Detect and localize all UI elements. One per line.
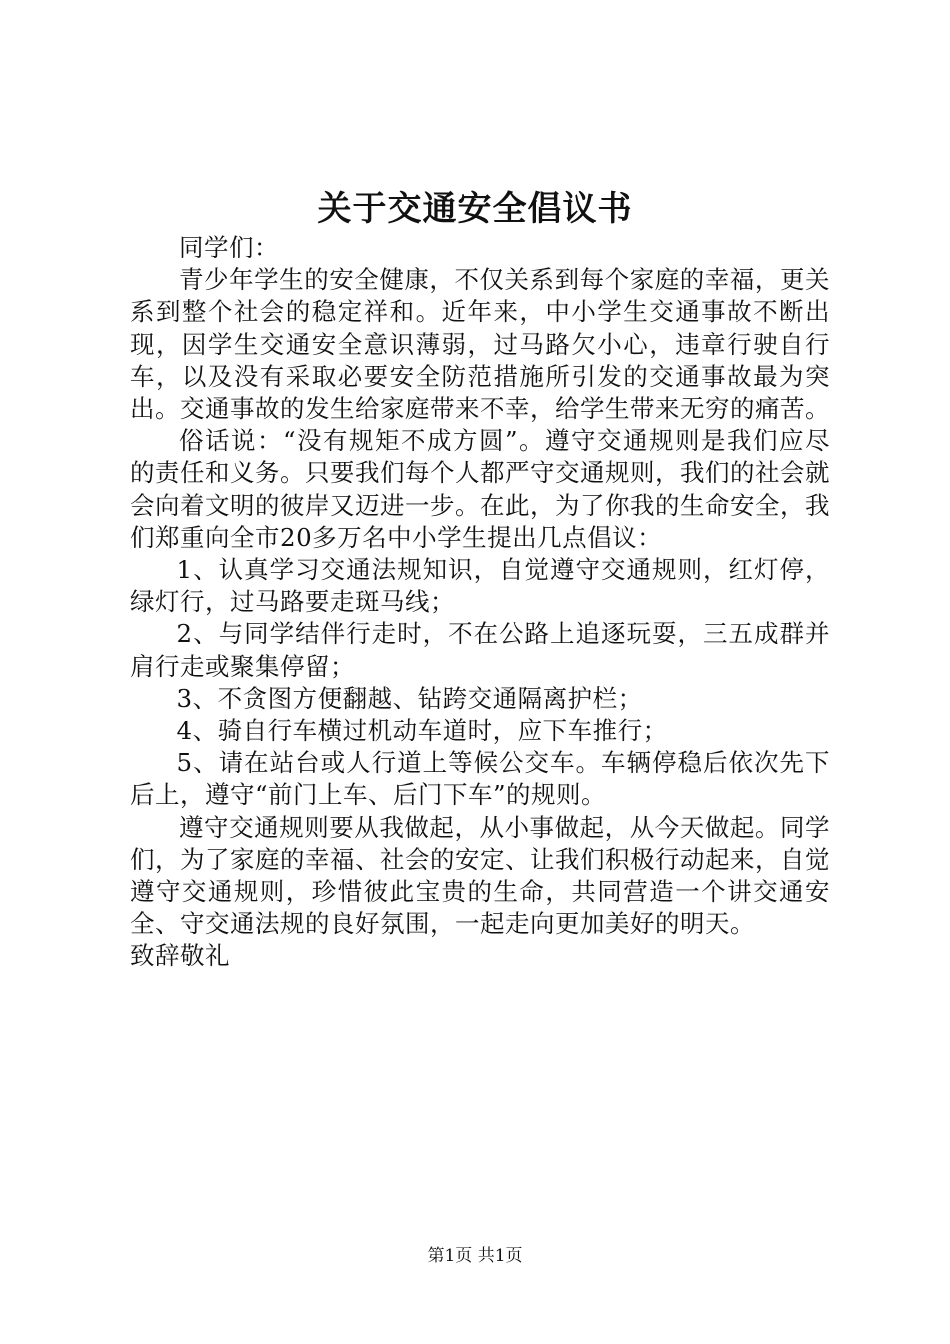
proposal-item-3: 3、不贪图方便翻越、钻跨交通隔离护栏； [176,683,643,713]
proposal-item-5: 5、请在站台或人行道上等候公交车。车辆停稳后依次先下后上，遵守“前门上车、后门下车”的规则。 [130,748,830,810]
document-body [130,232,830,973]
proposal-item-1: 1、认真学习交通法规知识，自觉遵守交通规则，红灯停，绿灯行，过马路要走斑马线； [130,555,830,617]
document-title: 关于交通安全倡议书 [317,189,633,229]
greeting: 同学们： [179,233,279,262]
paragraph-proverb: 俗话说：“没有规矩不成方圆”。遵守交通规则是我们应尽的责任和义务。只要我们每个人都严守交通规则，我们的社会就会向着文明的彼岸又迈进一步。在此，为了你我的生命安全，我们郑重向全市20多万名中小学生提出几点倡议： [130,426,830,552]
page-footer: 第1页 共1页 [427,1246,523,1266]
paragraph-closing: 遵守交通规则要从我做起，从小事做起，从今天做起。同学们，为了家庭的幸福、社会的安定、让我们积极行动起来，自觉遵守交通规则，珍惜彼此宝贵的生命，共同营造一个讲交通安全、守交通法规的良好氛围，一起走向更加美好的明天。 [130,812,830,939]
proposal-item-2: 2、与同学结伴行走时，不在公路上追逐玩耍，三五成群并肩行走或聚集停留； [130,619,830,681]
paragraph-intro: 青少年学生的安全健康，不仅关系到每个家庭的幸福，更关系到整个社会的稳定祥和。近年来，中小学生交通事故不断出现，因学生交通安全意识薄弱，过马路欠小心，违章行驶自行车，以及没有采取必要安全防范措施所引发的交通事故最为突出。交通事故的发生给家庭带来不幸，给学生带来无穷的痛苦。 [130,265,830,424]
sign-off: 致辞敬礼 [130,941,230,971]
proposal-item-4: 4、骑自行车横过机动车道时，应下车推行； [176,716,668,746]
